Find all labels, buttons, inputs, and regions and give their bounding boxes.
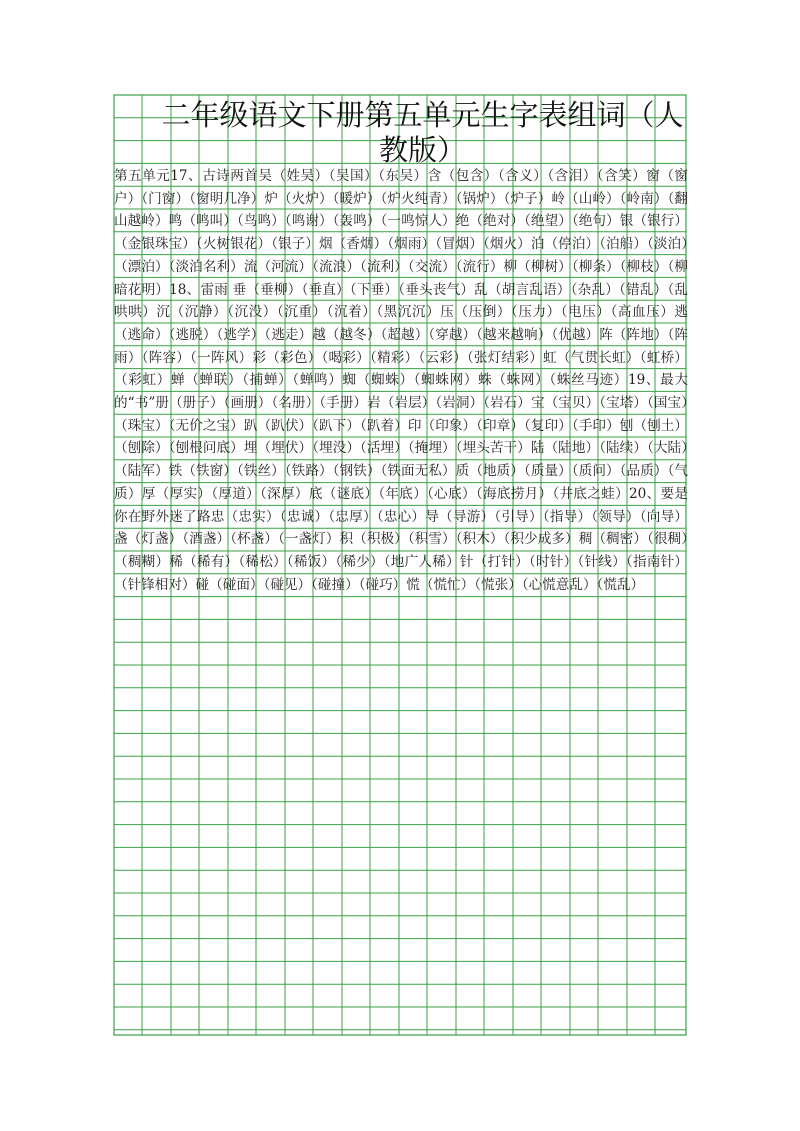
document-title: 二年级语文下册第五单元生字表组词（人教版） <box>161 98 684 167</box>
vocabulary-text: 第五单元17、古诗两首吴（姓吴）（吴国）（东吴）含（包含）（含义）（含泪）（含笑）窗（窗户）（门窗）（窗明几净）炉（火炉）（暖炉）（炉火纯青）（锅炉）（炉子）岭（山岭）（岭南）（翻山越岭）鸣（鸣叫）（鸟鸣）（鸣谢）（轰鸣）（一鸣惊人）绝（绝对）（绝望）（绝句）银（银行）（金银珠宝）（火树银花）（银子）烟（香烟）（烟雨）（冒烟）（烟火）泊（停泊）（泊船）（淡泊）（漂泊）（淡泊名利）流（河流）（流浪）（流利）（交流）（流行）柳（柳树）（柳条）（柳枝）（柳暗花明）18、雷雨 垂（垂柳）（垂直）（下垂）（垂头丧气）乱（胡言乱语）（杂乱）（错乱）（乱哄哄）沉（沉静）（沉没）（沉重）（沉着）（黑沉沉）压（压倒）（压力）（电压）（高血压）逃（逃命）（逃脱）（逃学）（逃走）越（越冬）（超越）（穿越）（越来越响）（优越）阵（阵地）（阵雨）（阵容）（一阵风）彩（彩色）（喝彩）（精彩）（云彩）（张灯结彩）虹（气贯长虹）（虹桥）（彩虹）蝉（蝉联）（捕蝉）（蝉鸣）蜘（蜘蛛）（蜘蛛网）蛛（蛛网）（蛛丝马迹）19、最大的“书”册（册子）（画册）（名册）（手册）岩（岩层）（岩洞）（岩石）宝（宝贝）（宝塔）（国宝）（珠宝）（无价之宝）趴（趴伏）（趴下）（趴着）印（印象）（印章）（复印）（手印）刨（刨土）（刨除）（刨根问底）埋（埋伏）（埋没）（活埋）（掩埋）（埋头苦干）陆（陆地）（陆续）（大陆）（陆军）铁（铁窗）（铁丝）（铁路）（钢铁）（铁面无私）质（地质）（质量）（质问）（品质）（气质）厚（厚实）（厚道）（深厚）底（谜底）（年底）（心底）（海底捞月）（井底之蛙）20、要是你在野外迷了路忠（忠实）（忠诚）（忠厚）（忠心）导（导游）（引导）（指导）（领导）（向导）盏（灯盏）（酒盏）（杯盏）（一盏灯）积（积极）（积雪）（积木）（积少成多）稠（稠密）（很稠）（稠糊）稀（稀有）（稀松）（稀饭）（稀少）（地广人稀）针（打针）（时针）（针线）（指南针）（针锋相对）碰（碰面）（碰见）（碰撞）（碰巧）慌（慌忙）（慌张）（心慌意乱）（慌乱） <box>114 168 688 593</box>
